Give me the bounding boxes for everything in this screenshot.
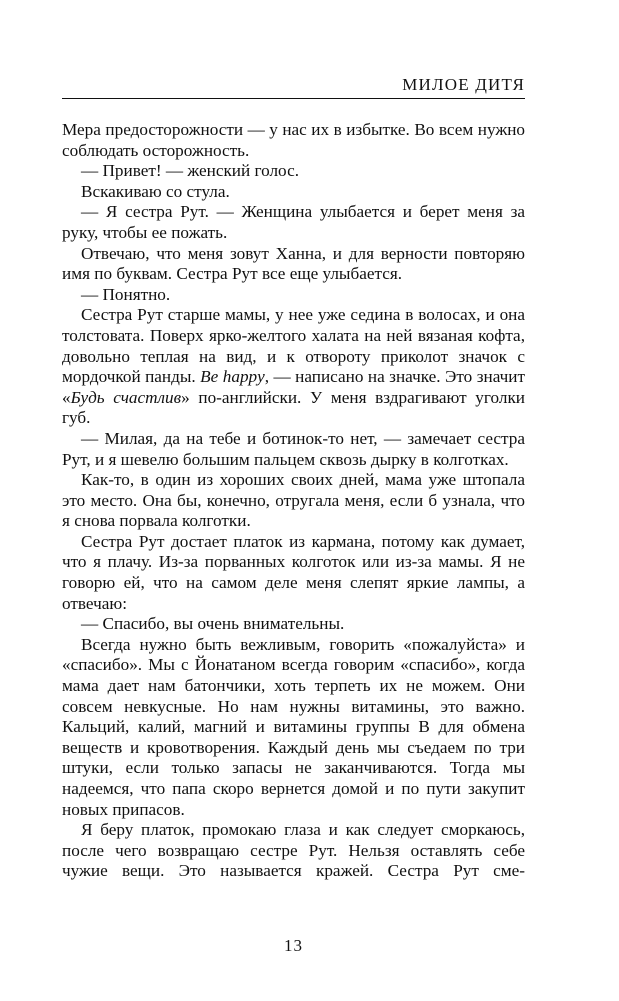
paragraph: Всегда нужно быть вежливым, говорить «пожалуйста» и «спасибо». Мы с Йонатаном всегда говорим «спасибо», когда мама дает нам батончики, хоть терпеть их не можем. Они совсем невкусные. Но нам нужны витамины, это важно. Кальций, калий, магний и витамины группы B для обмена веществ и кровотворения. Каждый день мы съедаем по три штуки, если только запасы не заканчиваются. Тогда мы надеемся, что папа скоро вернется домой и по пути закупит новых припасов. [62, 634, 525, 819]
paragraph: Как-то, в один из хороших своих дней, мама уже штопала это место. Она бы, конечно, отругала меня, если б узнала, что я снова порвала колготки. [62, 470, 525, 531]
text-run: » по-английски. У меня вздрагивают уголки губ. [62, 387, 525, 428]
paragraph: — Я сестра Рут. — Женщина улыбается и берет меня за руку, чтобы ее пожать. [62, 202, 525, 242]
italic-text: Be happy [200, 367, 265, 387]
text-run: , — написано на значке. Это значит « [62, 367, 525, 407]
paragraph: Я беру платок, промокаю глаза и как следует сморкаюсь, после чего возвращаю сестре Рут. Нельзя оставлять себе чужие вещи. Это называется кражей. Сестра Рут сме- [62, 820, 525, 881]
paragraph: — Спасибо, вы очень внимательны. [81, 614, 345, 634]
paragraph: Вскакиваю со стула. [81, 181, 230, 201]
body-text [62, 120, 525, 882]
paragraph: — Понятно. [81, 284, 171, 304]
paragraph-with-italics [62, 305, 525, 429]
italic-text: Будь счастлив [70, 387, 182, 407]
paragraph: Отвечаю, что меня зовут Ханна, и для верности повторяю имя по буквам. Сестра Рут все еще улыбается. [62, 243, 525, 284]
page-number: 13 [284, 936, 303, 955]
paragraph: — Привет! — женский голос. [81, 161, 300, 181]
paragraph: Сестра Рут достает платок из кармана, потому как думает, что я плачу. Из-за порванных колготок или из-за мамы. Я не говорю ей, что на самом деле меня слепят яркие лампы, а отвечаю: [62, 531, 525, 613]
running-head: МИЛОЕ ДИТЯ [62, 74, 525, 99]
text-run: Сестра Рут старше мамы, у нее уже седина в волосах, и она толстовата. Поверх ярко-желтого халата на ней вязаная кофта, довольно теплая на вид, и к отвороту приколот значок с мордочкой панды. [62, 305, 525, 387]
paragraph: Мера предосторожности — у нас их в избытке. Во всем нужно соблюдать осторожность. [62, 120, 525, 160]
paragraph: — Милая, да на тебе и ботинок-то нет, — замечает сестра Рут, и я шевелю большим пальцем сквозь дырку в колготках. [62, 428, 525, 469]
